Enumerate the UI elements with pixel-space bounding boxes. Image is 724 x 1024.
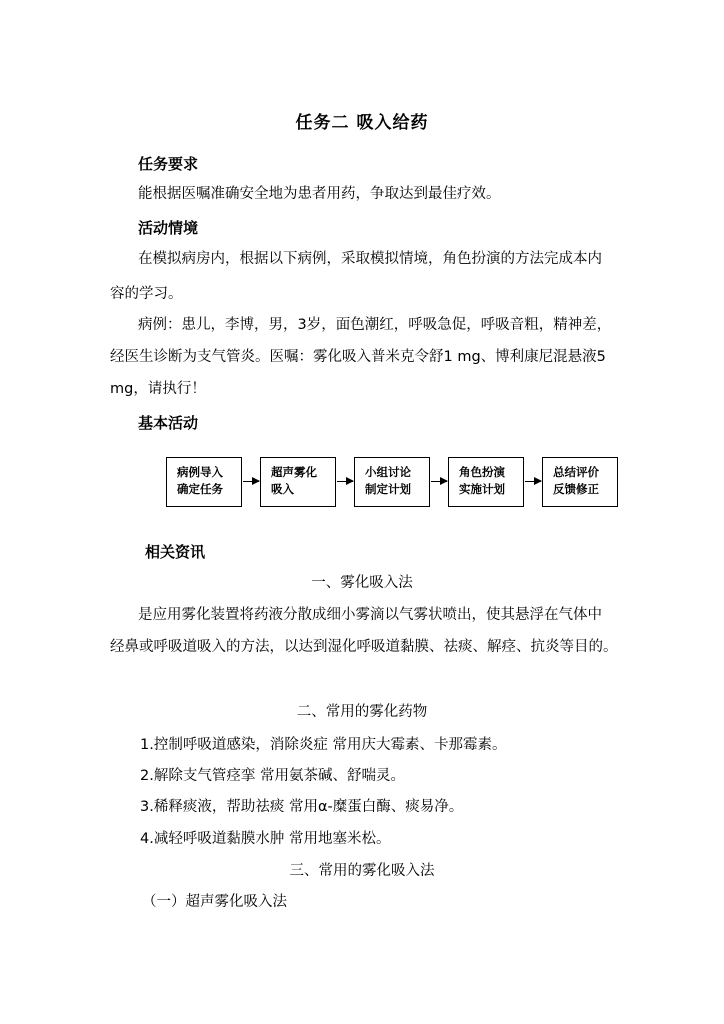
drug-list-item: 3.稀释痰液，帮助祛痰 常用α-糜蛋白酶、痰易净。 [140,799,464,815]
flow-step-evaluation [542,457,618,507]
flow-step-text: 确定任务 [177,482,223,496]
flow-step-text: 总结评价 [553,465,599,479]
requirement-heading: 任务要求 [138,155,199,173]
requirement-text: 能根据医嘱准确安全地为患者用药，争取达到最佳疗效。 [138,186,501,202]
flow-step-role-play [448,457,524,507]
drug-list-item: 2.解除支气管痉挛 常用氨茶碱、舒喘灵。 [140,768,405,784]
flow-arrow [243,481,259,482]
scenario-line: 容的学习。 [110,286,183,302]
flow-step-text: 制定计划 [365,482,411,496]
scenario-line: 在模拟病房内，根据以下病例，采取模拟情境，角色扮演的方法完成本内 [138,251,602,267]
flow-step-text: 反馈修正 [553,482,599,496]
flow-step-text: 角色扮演 [459,465,505,479]
flow-step-group-discussion [354,457,430,507]
case-line: 病例：患儿，李博，男，3岁，面色潮红，呼吸急促，呼吸音粗，精神差， [138,317,612,333]
activity-flowchart [166,457,622,509]
section-paragraph-line: 经鼻或呼吸道吸入的方法，以达到湿化呼吸道黏膜、祛痰、解痉、抗炎等目的。 [110,639,618,655]
info-heading: 相关资讯 [145,543,206,561]
section-title: 三、常用的雾化吸入法 [289,863,435,879]
flow-step-text: 病例导入 [177,465,223,479]
flow-step-case-intro [166,457,242,507]
flow-step-ultrasonic [260,457,336,507]
case-line: 经医生诊断为支气管炎。医嘱：雾化吸入普米克令舒1 mg、博利康尼混悬液5 [110,349,606,365]
flow-step-text: 超声雾化 [271,465,317,479]
flow-arrow [525,481,541,482]
section-paragraph-line: 是应用雾化装置将药液分散成细小雾滴以气雾状喷出，使其悬浮在气体中 [138,607,602,623]
scenario-heading: 活动情境 [138,219,199,237]
activity-heading: 基本活动 [138,414,199,432]
flow-arrow [337,481,353,482]
flow-step-text: 实施计划 [459,482,505,496]
section-title: 二、常用的雾化药物 [296,704,428,720]
subsection-title: （一）超声雾化吸入法 [142,894,287,910]
drug-list-item: 1.控制呼吸道感染，消除炎症 常用庆大霉素、卡那霉素。 [140,737,507,753]
flow-step-text: 吸入 [271,482,294,496]
page-title: 任务二 吸入给药 [295,113,429,133]
section-title: 一、雾化吸入法 [311,575,413,591]
drug-list-item: 4.减轻呼吸道黏膜水肿 常用地塞米松。 [140,831,391,847]
case-line: mg，请执行！ [110,381,206,397]
flow-arrow [431,481,447,482]
flow-step-text: 小组讨论 [365,465,411,479]
